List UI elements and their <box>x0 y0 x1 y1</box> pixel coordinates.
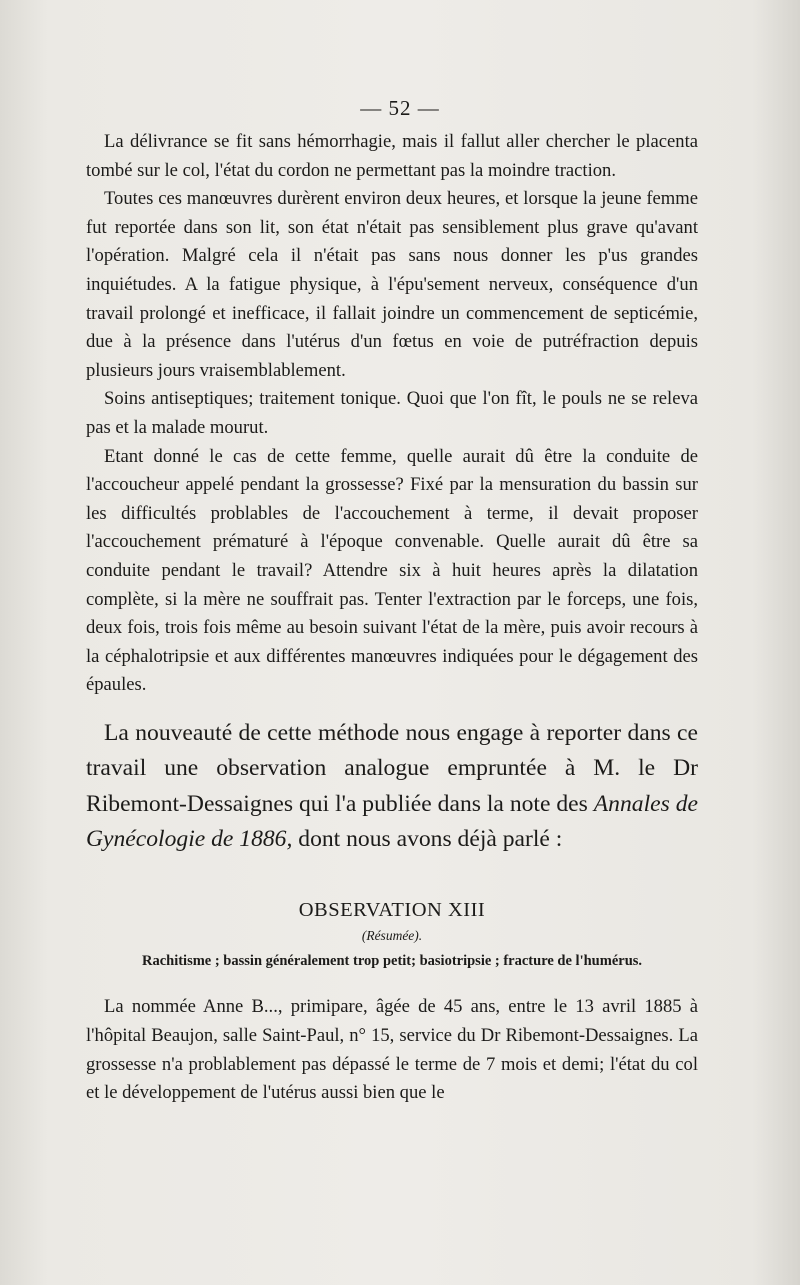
observation-resume: (Résumée). <box>361 928 423 944</box>
lead-text-before: La nouveauté de cette méthode nous engage à reporter dans ce travail une observation analogue empruntée à M. le Dr Ribemont-Dessaignes qui l'a publiée dans la note des <box>86 719 698 817</box>
paragraph-manoeuvres: Toutes ces manœuvres durèrent environ deux heures, et lorsque la jeune femme fut reportée dans son lit, son état n'était pas sensiblement plus grave qu'avant l'opération. Malgré cela il n'était pas sans nous donner les p'us grandes inquiétudes. A la fatigue physique, à l'épu'sement nerveux, conséquence d'un travail prolongé et inefficace, il fallait joindre un commencement de septicémie, due à la présence dans l'utérus d'un fœtus en voie de putréfraction depuis plusieurs jours vraisemblablement. <box>86 188 698 381</box>
paragraph-delivrance: La délivrance se fit sans hémorrhagie, mais il fallut aller chercher le placenta tombé sur le col, l'état du cordon ne permettant pas la moindre traction. <box>86 131 698 181</box>
paragraph-soins: Soins antiseptiques; traitement tonique. Quoi que l'on fît, le pouls ne se releva pas et la malade mourut. <box>86 388 698 438</box>
paragraph-case: La nommée Anne B..., primipare, âgée de 45 ans, entre le 13 avril 1885 à l'hôpital Beaujon, salle Saint-Paul, n° 15, service du Dr Ribemont-Dessaignes. La grossesse n'a problablement pas dépassé le terme de 7 mois et demi; l'état du col et le développement de l'utérus aussi bien que le <box>86 996 698 1104</box>
page-number: — 52 — <box>360 96 440 120</box>
observation-title: OBSERVATION XIII <box>298 898 486 921</box>
observation-subject: Rachitisme ; bassin généralement trop petit; basiotripsie ; fracture de l'humérus. <box>141 953 643 970</box>
lead-text-after: dont nous avons déjà parlé : <box>292 826 563 853</box>
paragraph-lead <box>86 716 698 858</box>
lead-journal-title: Annales de Gynécologie de 1886, <box>86 790 698 853</box>
paragraph-conduite: Etant donné le cas de cette femme, quelle aurait dû être la conduite de l'accoucheur appelé pendant la grossesse? Fixé par la mensuration du bassin sur les difficultés problables de l'accouchement à terme, il devait proposer l'accouchement prématuré à l'époque convenable. Quelle aurait dû être sa conduite pendant le travail? Attendre six à huit heures après la dilatation complète, si la mère ne souffrait pas. Tenter l'extraction par le forceps, une fois, deux fois, trois fois même au besoin suivant l'état de la mère, puis avoir recours à la céphalotripsie et aux différentes manœuvres indiquées pour le dégagement des épaules. <box>86 445 698 696</box>
page-body <box>86 128 698 1108</box>
